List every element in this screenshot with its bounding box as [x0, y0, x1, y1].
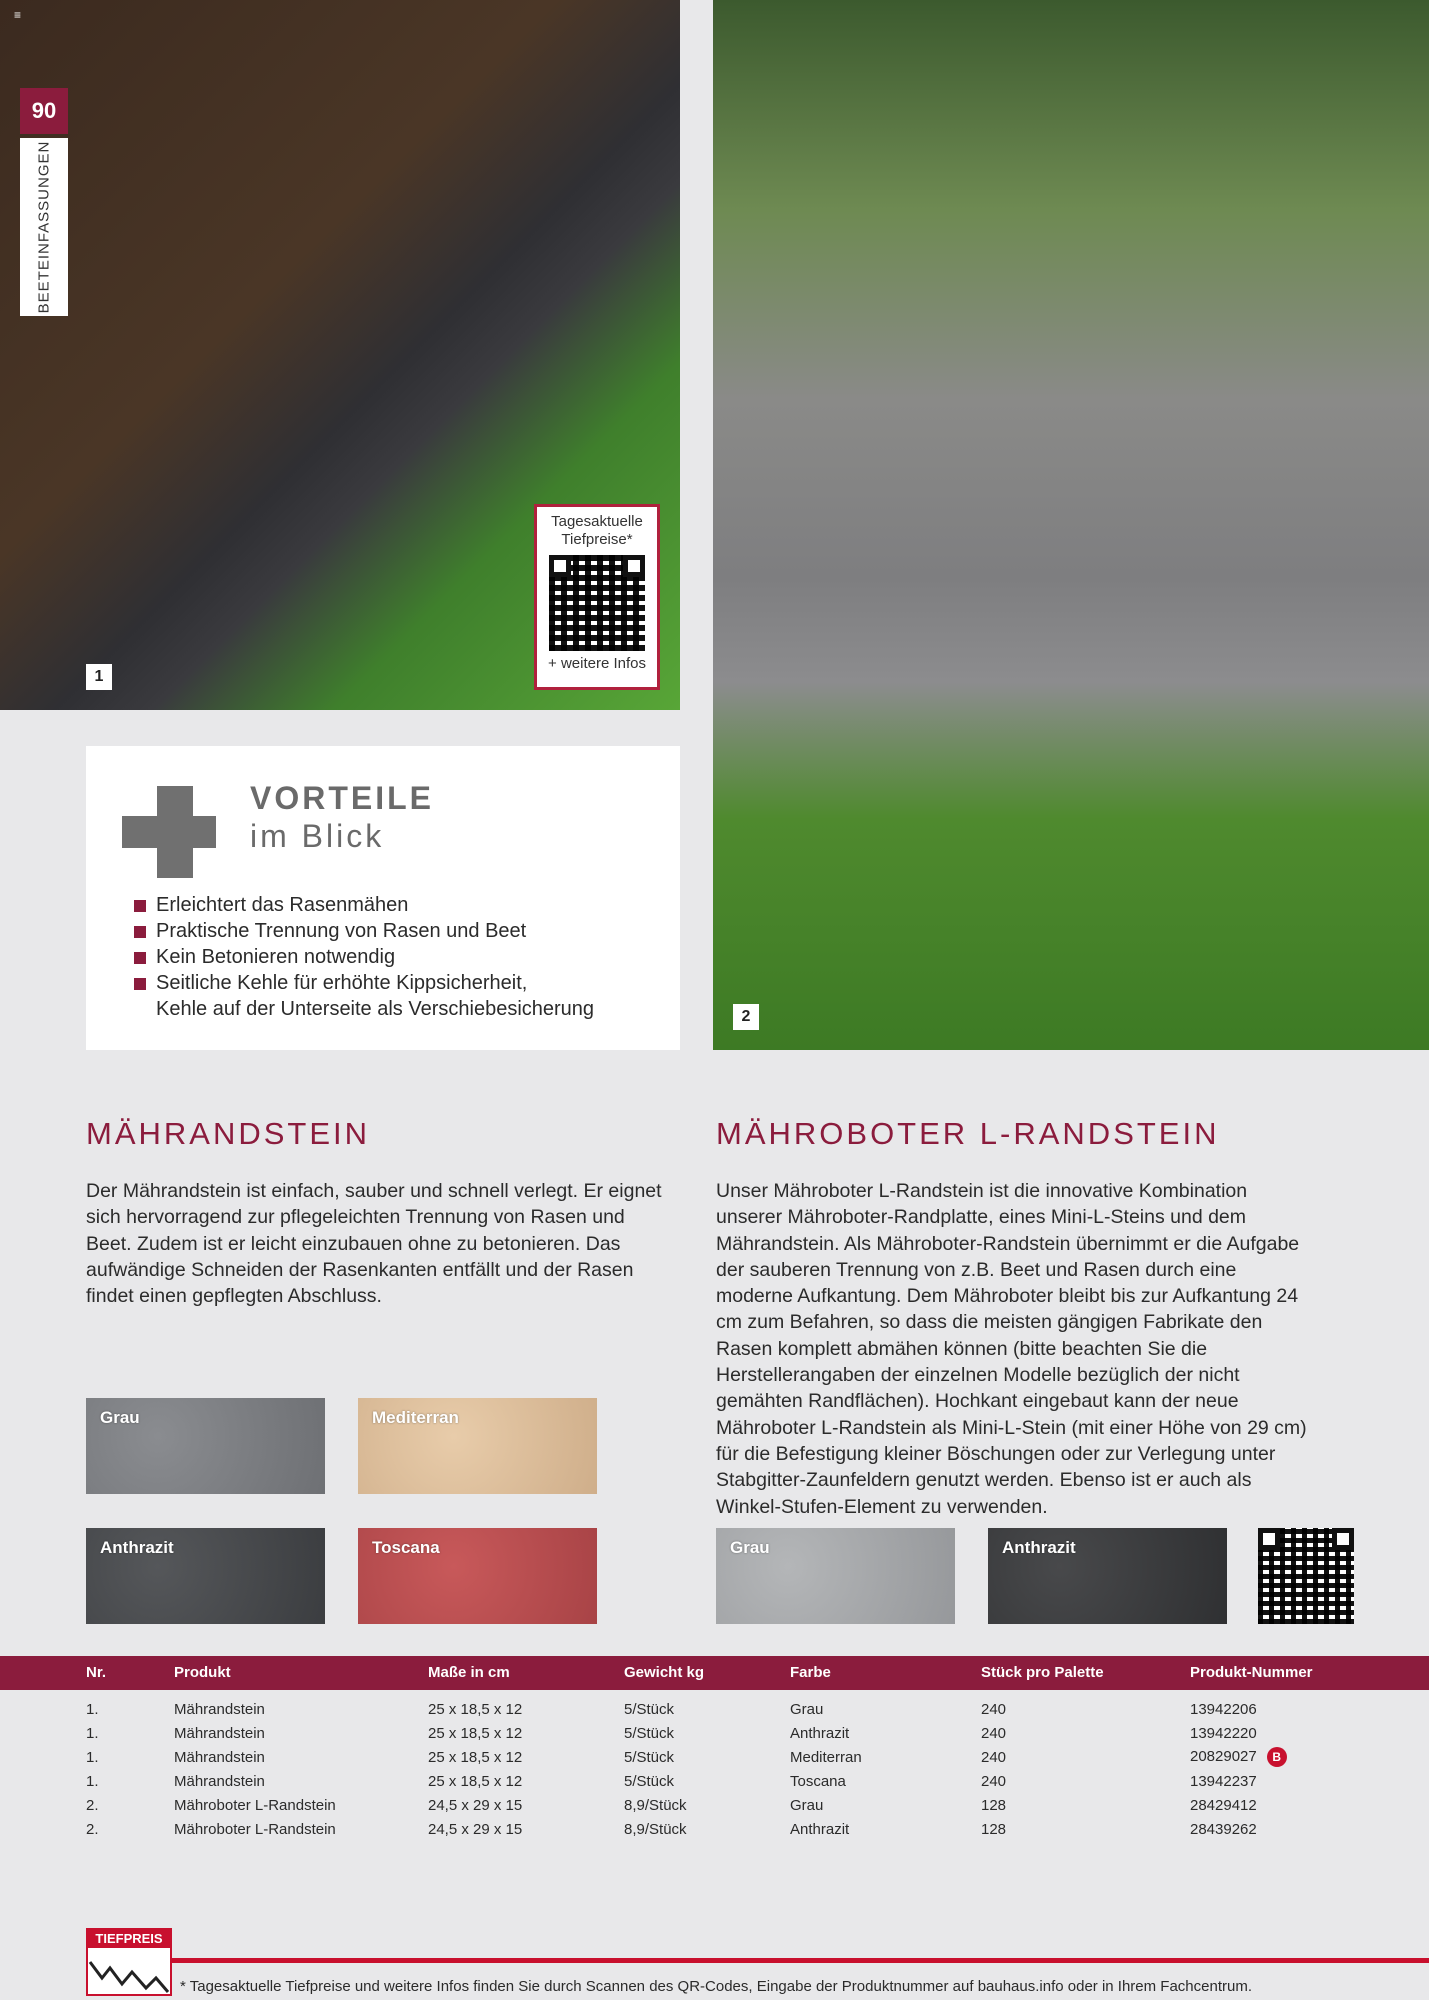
table-header — [0, 1656, 1429, 1690]
cell: 28429412 — [1190, 1797, 1257, 1814]
list-item: Praktische Trennung von Rasen und Beet — [134, 918, 664, 944]
col-header: Gewicht kg — [624, 1664, 705, 1681]
cell-value: 20829027 — [1190, 1747, 1257, 1765]
vorteile-title: VORTEILE — [250, 780, 435, 816]
cell: 240 — [981, 1749, 1007, 1766]
qr-promo-title: Tagesaktuelle Tiefpreise* — [551, 513, 643, 548]
menu-icon[interactable]: ≡ — [14, 8, 22, 22]
cell: 2. — [86, 1797, 99, 1814]
cell: 5/Stück — [624, 1725, 675, 1742]
col-header: Produkt-Nummer — [1190, 1664, 1313, 1681]
cell: 240 — [981, 1701, 1007, 1718]
swatch-label: Mediterran — [372, 1408, 459, 1427]
cell: Mährandstein — [174, 1749, 265, 1766]
cell: Mährandstein — [174, 1725, 265, 1742]
cell: 8,9/Stück — [624, 1797, 687, 1814]
cell: 240 — [981, 1725, 1007, 1742]
table-row — [0, 1722, 1429, 1746]
col-header: Maße in cm — [428, 1664, 510, 1681]
cell: Grau — [790, 1701, 824, 1718]
list-item-continued — [134, 996, 664, 1022]
swatch-grau — [716, 1528, 955, 1624]
cell: Anthrazit — [790, 1725, 850, 1742]
swatch-grau — [86, 1398, 325, 1494]
cell: Mährandstein — [174, 1773, 265, 1790]
cell: 24,5 x 29 x 15 — [428, 1821, 523, 1838]
list-item-text: Kehle auf der Unterseite als Verschiebesicherung — [156, 998, 595, 1020]
qr-code-icon[interactable] — [1258, 1528, 1354, 1624]
col-header: Farbe — [790, 1664, 831, 1681]
cell: 28439262 — [1190, 1821, 1257, 1838]
cell: 1. — [86, 1749, 99, 1766]
footer-divider — [86, 1958, 1429, 1963]
swatch-label: Grau — [730, 1538, 770, 1557]
cell: Mähroboter L-Randstein — [174, 1797, 336, 1814]
section-tab — [20, 138, 68, 316]
cell: 2. — [86, 1821, 99, 1838]
col-header: Produkt — [174, 1664, 231, 1681]
col-header: Nr. — [86, 1664, 107, 1681]
swatch-anthrazit — [86, 1528, 325, 1624]
cell: 13942220 — [1190, 1725, 1257, 1742]
cell: Anthrazit — [790, 1821, 850, 1838]
tiefpreis-logo-text: TIEFPREIS — [88, 1930, 170, 1948]
cell: Toscana — [790, 1773, 846, 1790]
cell: Mähroboter L-Randstein — [174, 1821, 336, 1838]
maehrandstein-title: MÄHRANDSTEIN — [86, 1116, 371, 1151]
table-row — [0, 1770, 1429, 1794]
swatch-toscana — [358, 1528, 597, 1624]
cell: 5/Stück — [624, 1701, 675, 1718]
table-row — [0, 1746, 1429, 1770]
cell: Mährandstein — [174, 1701, 265, 1718]
cell: Grau — [790, 1797, 824, 1814]
maehrandstein-text: Der Mährandstein ist einfach, sauber und schnell verlegt. Er eignet sich hervorragend zur pflegeleichten Trennung von Rasen und Beet. Zudem ist er leicht einzubauen ohne zu betonieren. Das aufwändige Schneiden der Rasenkanten entfällt und der Rasen findet einen gepflegten Abschluss. — [86, 1180, 662, 1308]
cell: 25 x 18,5 x 12 — [428, 1701, 523, 1718]
maehroboter-text: Unser Mähroboter L-Randstein ist die innovative Kombination unserer Mähroboter-Randplatte, eines Mini-L-Steins und dem Mährandstein. Als Mähroboter-Randstein übernimmt er die Aufgabe der sauberen Trennung von z.B. Beet und Rasen durch eine moderne Aufkantung. Dem Mähroboter bleibt bis zur Aufkantung 24 cm zum Befahren, so dass die meisten gängigen Fabrikate den Rasen komplett abmähen können (bitte beachten Sie die Herstellerangaben der einzelnen Modelle bezüglich der nicht gemähten Randflächen). Hochkant eingebaut kann der neue Mähroboter L-Randstein als Mini-L-Stein (mit einer Höhe von 29 cm) für die Befestigung kleiner Böschungen oder zur Verlegung unter Stabgitter-Zaunfeldern genutzt werden. Ebenso ist er auch als Winkel-Stufen-Element zu verwenden. — [716, 1180, 1307, 1518]
vorteile-list — [134, 892, 664, 1022]
section-label: BEETEINFASSUNGEN — [35, 140, 53, 314]
list-item: Kein Betonieren notwendig — [134, 944, 664, 970]
cell: 5/Stück — [624, 1749, 675, 1766]
list-item: Seitliche Kehle für erhöhte Kippsicherheit, — [134, 970, 664, 996]
photo-maehroboter — [713, 0, 1429, 1050]
footer-note: * Tagesaktuelle Tiefpreise und weitere Infos finden Sie durch Scannen des QR-Codes, Eingabe der Produktnummer auf bauhaus.info oder in Ihrem Fachcentrum. — [180, 1978, 1253, 1995]
cell: 1. — [86, 1773, 99, 1790]
photo-number: 2 — [733, 1004, 759, 1030]
swatch-anthrazit — [988, 1528, 1227, 1624]
cell: 13942206 — [1190, 1701, 1257, 1718]
cell: 128 — [981, 1821, 1007, 1838]
chart-down-icon — [88, 1948, 170, 1994]
swatch-mediterran — [358, 1398, 597, 1494]
qr-promo-box[interactable] — [534, 504, 660, 690]
cell: 25 x 18,5 x 12 — [428, 1773, 523, 1790]
vorteile-subtitle: im Blick — [250, 818, 385, 854]
cell: Mediterran — [790, 1749, 862, 1766]
swatch-label: Grau — [100, 1408, 140, 1427]
table-row — [0, 1794, 1429, 1818]
cell: 8,9/Stück — [624, 1821, 687, 1838]
cell: 5/Stück — [624, 1773, 675, 1790]
table-row — [0, 1818, 1429, 1842]
cell: 1. — [86, 1701, 99, 1718]
maehroboter-title: MÄHROBOTER L-RANDSTEIN — [716, 1116, 1220, 1151]
cell: 25 x 18,5 x 12 — [428, 1725, 523, 1742]
qr-promo-more: + weitere Infos — [548, 655, 646, 672]
tiefpreis-logo — [86, 1928, 172, 1996]
cell: 128 — [981, 1797, 1007, 1814]
col-header: Stück pro Palette — [981, 1664, 1104, 1681]
vorteile-box — [86, 746, 680, 1050]
photo-number: 1 — [86, 664, 112, 690]
table-row — [0, 1698, 1429, 1722]
plus-icon-bar — [122, 816, 216, 848]
page-number: 90 — [20, 88, 68, 134]
swatch-label: Anthrazit — [1002, 1538, 1076, 1557]
cell: 25 x 18,5 x 12 — [428, 1749, 523, 1766]
cell: 13942237 — [1190, 1773, 1257, 1790]
swatch-label: Anthrazit — [100, 1538, 174, 1557]
swatch-label: Toscana — [372, 1538, 440, 1557]
badge-icon: B — [1267, 1747, 1287, 1767]
list-item: Erleichtert das Rasenmähen — [134, 892, 664, 918]
qr-code-icon[interactable] — [549, 555, 645, 651]
cell: 1. — [86, 1725, 99, 1742]
cell: 24,5 x 29 x 15 — [428, 1797, 523, 1814]
cell — [1190, 1747, 1287, 1767]
cell: 240 — [981, 1773, 1007, 1790]
